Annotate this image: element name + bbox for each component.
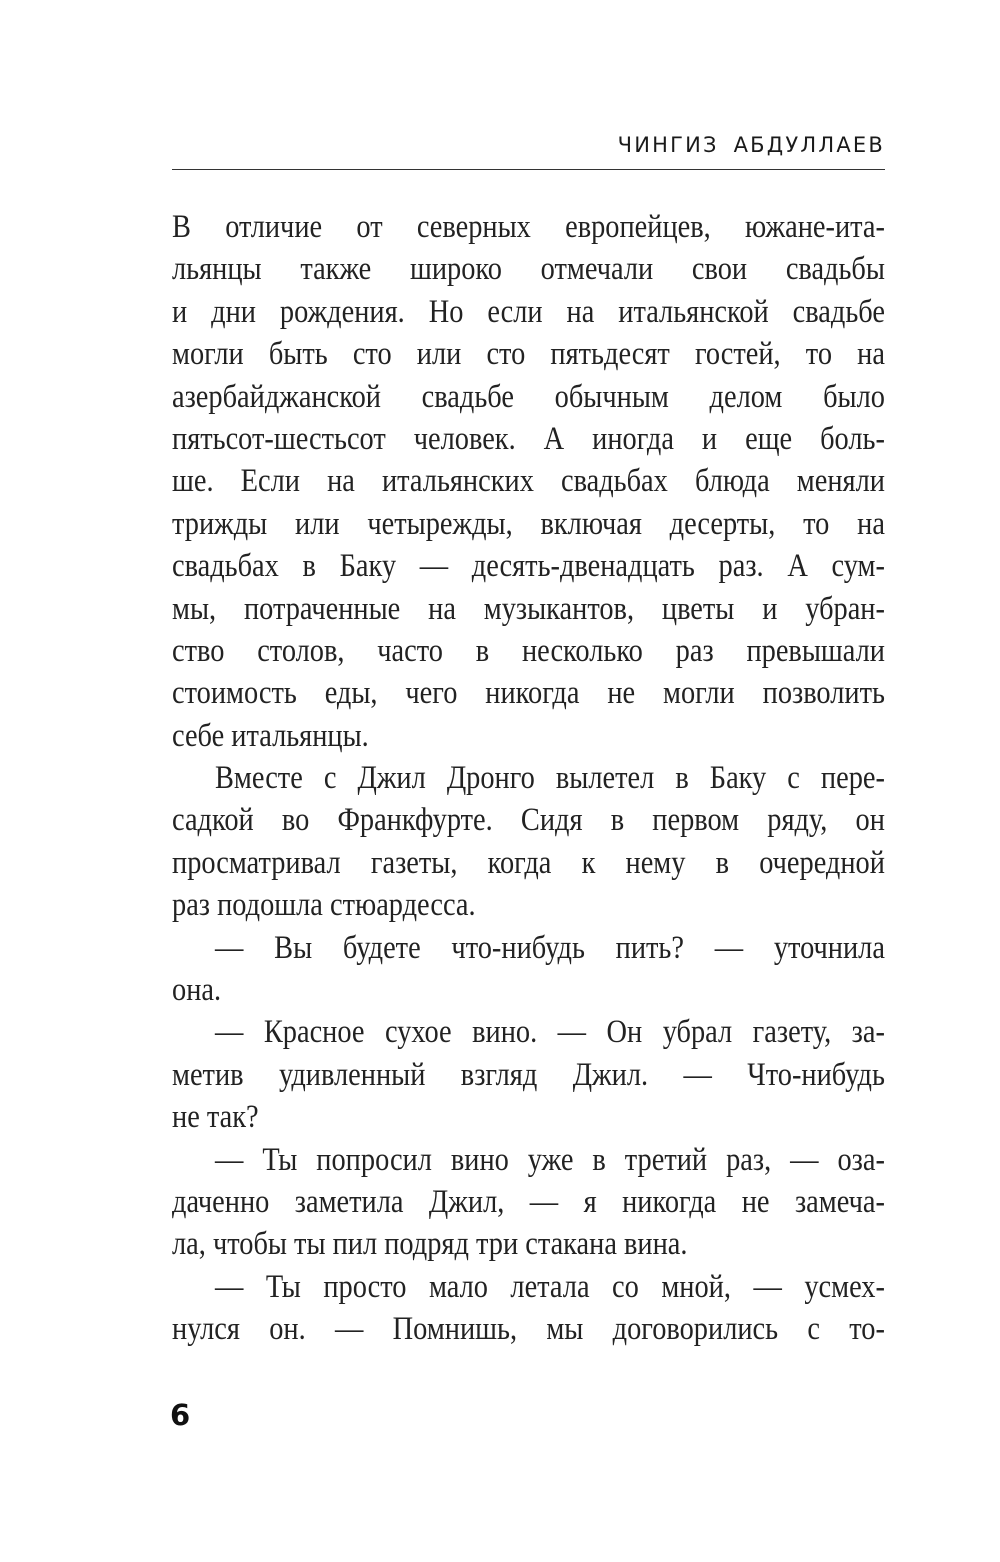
text-line: себе итальянцы. [172, 717, 369, 754]
text-line: садкой во Франкфурте. Сидя в первом ряду, он [172, 802, 885, 839]
text-line: — Ты просто мало летала со мной, — усмех- [215, 1268, 885, 1305]
text-line: не так? [172, 1099, 259, 1136]
text-line: льянцы также широко отмечали свои свадьбы [172, 251, 885, 288]
text-line: ла, чтобы ты пил подряд три стакана вина. [172, 1226, 688, 1263]
text-line: пятьсот-шестьсот человек. А иногда и еще боль- [172, 420, 885, 457]
text-line: и дни рождения. Но если на итальянской свадьбе [172, 293, 885, 330]
text-line: она. [172, 972, 222, 1009]
text-line: В отличие от северных европейцев, южане-ита- [172, 209, 885, 245]
text-line: трижды или четырежды, включая десерты, то на [172, 505, 885, 542]
text-line: стоимость еды, чего никогда не могли позволить [172, 675, 885, 712]
text-line: — Ты попросил вино уже в третий раз, — оза- [215, 1141, 885, 1178]
header-rule [172, 169, 885, 170]
running-head-author: ЧИНГИЗ АБДУЛЛАЕВ [617, 133, 885, 157]
text-line: свадьбах в Баку — десять-двенадцать раз. А сум- [172, 548, 885, 585]
page-number: 6 [170, 1398, 191, 1432]
text-line: раз подошла стюардесса. [172, 887, 476, 924]
body-text [172, 206, 885, 1351]
text-line: ше. Если на итальянских свадьбах блюда меняли [172, 463, 885, 500]
text-line: — Вы будете что-нибудь пить? — уточнила [215, 929, 885, 966]
text-line: мы, потраченные на музыкантов, цветы и убран- [172, 590, 885, 627]
text-line: могли быть сто или сто пятьдесят гостей, то на [172, 336, 885, 373]
text-line: даченно заметила Джил, — я никогда не замеча- [172, 1183, 885, 1220]
text-line: нулся он. — Помнишь, мы договорились с то- [172, 1311, 885, 1348]
text-line: ство столов, часто в несколько раз превышали [172, 632, 885, 669]
text-line: азербайджанской свадьбе обычным делом было [172, 378, 885, 415]
text-line: Вместе с Джил Дронго вылетел в Баку с пере- [215, 760, 885, 797]
text-line: метив удивленный взгляд Джил. — Что-нибудь [172, 1056, 885, 1093]
text-line: просматривал газеты, когда к нему в очередной [172, 844, 885, 881]
text-line: — Красное сухое вино. — Он убрал газету, за- [215, 1014, 885, 1051]
